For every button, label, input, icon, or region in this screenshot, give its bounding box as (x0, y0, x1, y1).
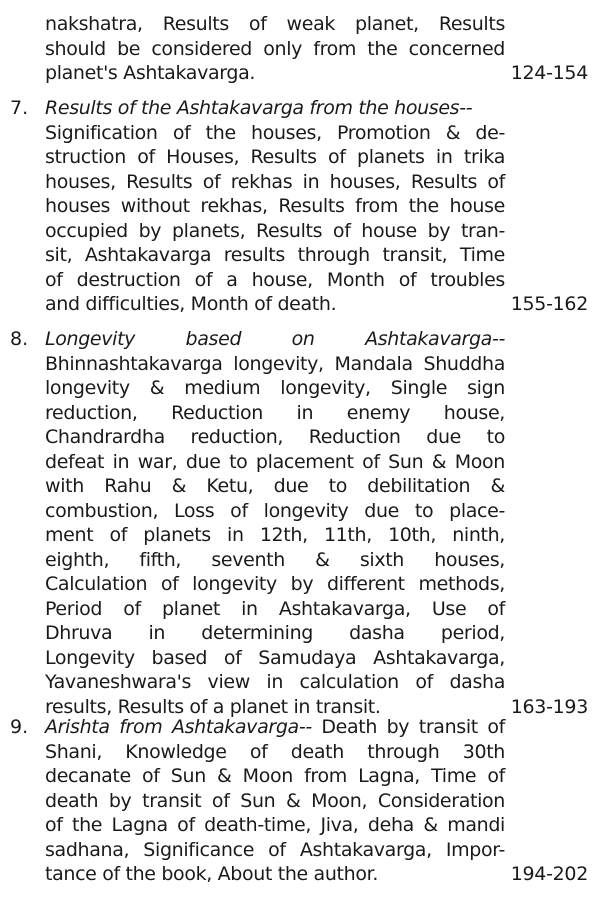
description-line: Period of planet in Ashtakavarga, Use of (45, 597, 505, 620)
description-line: of the Lagna of death-time, Jiva, deha & mandi (45, 814, 505, 836)
description-line: decanate of Sun & Moon from Lagna, Time of (45, 765, 505, 787)
description-line: sit, Ashtakavarga results through transit, Time (45, 244, 505, 266)
entry-title: Longevity based on Ashtakavarga-- (45, 328, 505, 350)
description-line: reduction, Reduction in enemy house, (45, 401, 505, 424)
description-line: struction of Houses, Results of planets in trika (45, 146, 505, 168)
entry-title-line (45, 715, 505, 740)
description-line: defeat in war, due to placement of Sun & Moon (45, 450, 505, 473)
description-line: houses without rekhas, Results from the house (45, 195, 505, 217)
description-line: occupied by planets, Results of house by tran- (45, 219, 505, 242)
page-range: 124-154 (510, 62, 588, 84)
description-line: Dhruva in determining dasha period, (45, 622, 505, 644)
description-line: houses, Results of rekhas in houses, Results of (45, 170, 505, 193)
entry-description (45, 96, 505, 317)
entry-number: 7. (10, 97, 29, 119)
page-range: 194-202 (510, 863, 588, 885)
entry-title: Arishta from Ashtakavarga-- (45, 716, 312, 738)
description-line: nakshatra, Results of weak planet, Results (45, 13, 505, 35)
entry-number: 9. (10, 716, 29, 738)
description-line: Shani, Knowledge of death through 30th (45, 740, 505, 763)
description-line: combustion, Loss of longevity due to place- (45, 499, 505, 522)
description-line: eighth, fifth, seventh & sixth houses, (45, 548, 505, 571)
description-line: death by transit of Sun & Moon, Consideration (45, 789, 505, 812)
description-line: longevity & medium longevity, Single sign (45, 377, 505, 399)
entry-number: 8. (10, 328, 29, 350)
page-range: 155-162 (510, 293, 588, 315)
entry-title: Results of the Ashtakavarga from the houses-- (45, 97, 473, 119)
description-line: Calculation of longevity by different methods, (45, 573, 505, 595)
page-range: 163-193 (510, 696, 588, 718)
description-line: and difficulties, Month of death. (45, 293, 337, 315)
description-line: should be considered only from the concerned (45, 37, 505, 60)
description-line: Bhinnashtakavarga longevity, Mandala Shuddha (45, 352, 505, 375)
description-line: results, Results of a planet in transit. (45, 695, 381, 718)
entry-description (45, 715, 505, 887)
description-line: Longevity based of Samudaya Ashtakavarga, (45, 646, 505, 669)
description-line: tance of the book, About the author. (45, 863, 379, 885)
entry-title-continuation: Death by transit of (311, 716, 505, 738)
description-line: with Rahu & Ketu, due to debilitation & (45, 475, 505, 497)
description-line: Signification of the houses, Promotion & de- (45, 121, 505, 144)
description-line: sadhana, Significance of Ashtakavarga, Impor- (45, 838, 505, 861)
entry-description (45, 12, 505, 86)
description-line: Yavaneshwara's view in calculation of dasha (45, 671, 505, 693)
description-line: Chandrardha reduction, Reduction due to (45, 426, 505, 448)
description-line: of destruction of a house, Month of troubles (45, 268, 505, 291)
description-line: planet's Ashtakavarga. (45, 62, 256, 84)
entry-description (45, 327, 505, 719)
description-line: ment of planets in 12th, 11th, 10th, ninth, (45, 524, 505, 546)
